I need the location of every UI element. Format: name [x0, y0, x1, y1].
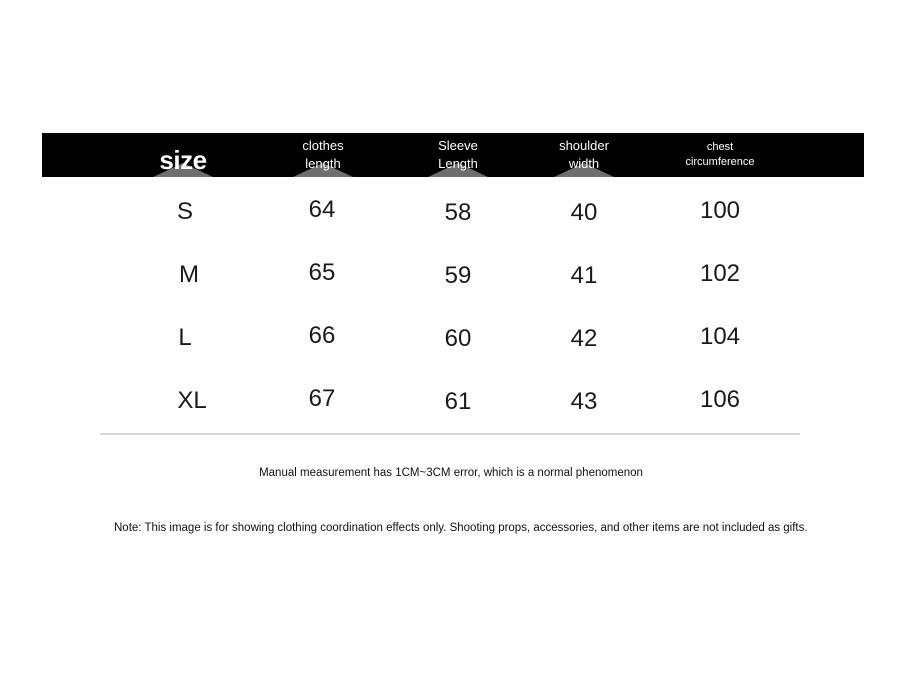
- table-bottom-divider: [100, 433, 800, 435]
- header-sleeve-length: [413, 133, 503, 177]
- header-chest-circumference-line2: circumference: [685, 156, 755, 168]
- header-clothes-length: [278, 133, 368, 177]
- row-s-shoulder-width: 40: [570, 199, 598, 226]
- row-xl-clothes-length: 67: [308, 385, 336, 412]
- row-l-size: L: [178, 324, 192, 351]
- row-s-sleeve-length: 58: [444, 199, 472, 226]
- row-xl-chest-circumference: 106: [699, 386, 741, 413]
- row-m-shoulder-width: 41: [570, 262, 598, 289]
- header-sleeve-length-line1: Sleeve: [438, 138, 478, 153]
- row-l-sleeve-length: 60: [444, 325, 472, 352]
- header-clothes-length-line2: length: [305, 156, 341, 171]
- row-s-chest-circumference: 100: [699, 197, 741, 224]
- row-xl-sleeve-length: 61: [444, 388, 472, 415]
- row-l-clothes-length: 66: [308, 322, 336, 349]
- header-chest-circumference: [665, 133, 775, 177]
- row-xl-shoulder-width: 43: [570, 388, 598, 415]
- row-s-size: S: [176, 198, 194, 225]
- header-clothes-length-line1: clothes: [302, 138, 344, 153]
- header-size: [143, 133, 223, 177]
- row-m-size: M: [179, 261, 199, 288]
- header-shoulder-width-line2: width: [568, 156, 600, 171]
- row-s-clothes-length: 64: [308, 196, 336, 223]
- measurement-note: Manual measurement has 1CM~3CM error, which is a normal phenomenon: [259, 467, 643, 479]
- header-size-label: size: [159, 144, 207, 175]
- row-m-sleeve-length: 59: [444, 262, 472, 289]
- row-l-chest-circumference: 104: [699, 323, 741, 350]
- header-shoulder-width-line1: shoulder: [559, 138, 609, 153]
- size-table-header: [42, 133, 864, 177]
- row-xl-size: XL: [177, 387, 207, 414]
- header-sleeve-length-line2: Length: [438, 156, 478, 171]
- disclaimer-note: Note: This image is for showing clothing coordination effects only. Shooting props, accessories, and other items are not included as gifts.: [114, 522, 808, 534]
- row-m-clothes-length: 65: [308, 259, 336, 286]
- header-shoulder-width: [539, 133, 629, 177]
- row-l-shoulder-width: 42: [570, 325, 598, 352]
- row-m-chest-circumference: 102: [699, 260, 741, 287]
- header-chest-circumference-line1: chest: [706, 141, 734, 153]
